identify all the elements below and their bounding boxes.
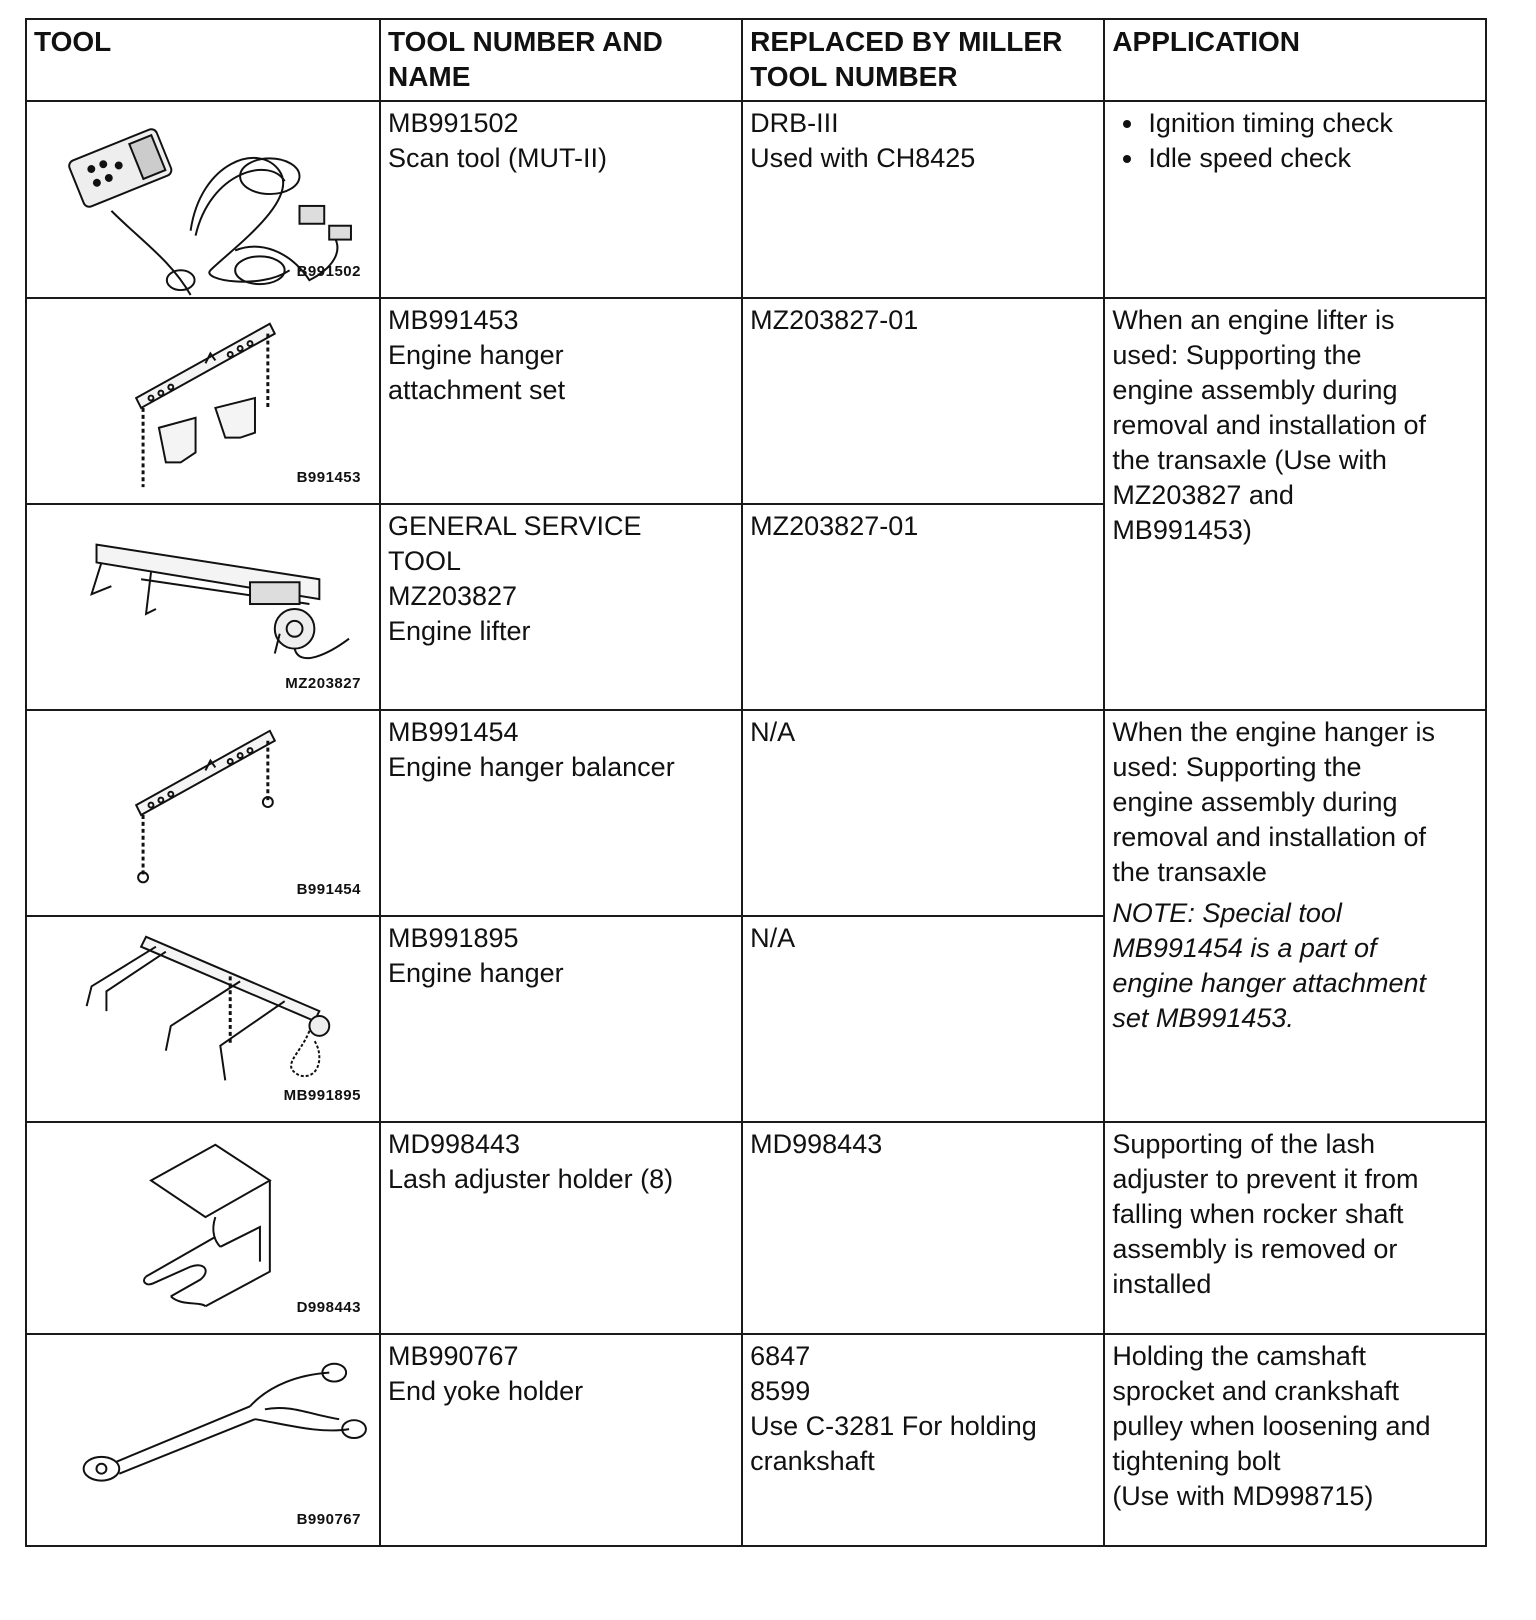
tool-name: Engine hanger [387,958,564,988]
application-cell [1104,1334,1486,1546]
replaced-by-cell [742,298,1104,504]
application-text: removal and installation of [1112,410,1426,440]
replacement-note: Use C-3281 For holding [750,1411,1037,1441]
tool-image-label: B991453 [296,469,361,486]
tool-name: attachment set [387,375,566,405]
tool-name: Lash adjuster holder (8) [387,1164,674,1194]
application-text: When the engine hanger is [1112,717,1436,747]
tool-number: MB991454 [387,717,519,747]
application-text: When an engine lifter is [1112,305,1395,335]
replacement-number: 8599 [750,1376,811,1406]
application-text: MB991453) [1112,515,1252,545]
replaced-by-cell [742,710,1104,916]
header-application: APPLICATION [1104,19,1486,101]
application-text: the transaxle (Use with [1112,445,1387,475]
tool-image-cell [26,710,380,916]
tool-name: Engine hanger [387,340,564,370]
tool-image-cell [26,504,380,710]
application-cell [1104,101,1486,298]
tool-number-name-cell [380,101,742,298]
tool-number-name-cell [380,504,742,710]
special-tools-table [25,18,1487,1547]
application-text: assembly is removed or [1112,1234,1398,1264]
header-tool-number-and-name: TOOL NUMBER AND NAME [380,19,742,101]
list-item: • Ignition timing check [1146,106,1478,141]
tool-number-name-cell [380,1334,742,1546]
application-text: installed [1112,1269,1212,1299]
replacement-number: MZ203827-01 [750,305,919,335]
replacement-number: 6847 [750,1341,811,1371]
header-replaced-by-miller: REPLACED BY MILLER TOOL NUMBER [742,19,1104,101]
application-text: the transaxle [1112,857,1267,887]
tool-number: MB991453 [387,305,519,335]
note-text: set MB991453. [1112,1003,1294,1033]
application-text: engine assembly during [1112,787,1398,817]
replacement-number: N/A [750,717,796,747]
header-tool: TOOL [26,19,380,101]
application-text: sprocket and crankshaft [1112,1376,1399,1406]
tool-number: MB991502 [387,108,519,138]
tool-number: MZ203827 [387,581,518,611]
table-row [26,101,1486,298]
header-row [26,19,1486,101]
list-item: • Idle speed check [1146,141,1478,176]
note-text: engine hanger attachment [1112,968,1427,998]
tool-number: MB991895 [387,923,519,953]
tool-category: TOOL [387,546,461,576]
tool-image-label: B991454 [296,881,361,898]
application-text: pulley when loosening and [1112,1411,1431,1441]
table-row [26,1334,1486,1546]
application-text: tightening bolt [1112,1446,1281,1476]
application-note [1112,896,1478,1036]
application-text: MZ203827 and [1112,480,1294,510]
replacement-number: DRB-III [750,108,839,138]
replacement-note: Used with CH8425 [750,143,976,173]
tool-name: Engine lifter [387,616,531,646]
application-text: engine assembly during [1112,375,1398,405]
replaced-by-cell [742,916,1104,1122]
tool-image-label: D998443 [296,1299,361,1316]
note-text: NOTE: Special tool [1112,898,1342,928]
table-row [26,710,1486,916]
replaced-by-cell [742,1122,1104,1334]
tool-name: Engine hanger balancer [387,752,675,782]
tool-number: MD998443 [387,1129,521,1159]
application-text: Holding the camshaft [1112,1341,1366,1371]
replaced-by-cell [742,1334,1104,1546]
tool-image-cell [26,1334,380,1546]
tool-name: Scan tool (MUT-II) [387,143,608,173]
application-cell [1104,710,1486,1122]
tool-image-cell [26,298,380,504]
note-text: MB991454 is a part of [1112,933,1377,963]
replaced-by-cell [742,101,1104,298]
application-text: removal and installation of [1112,822,1426,852]
tool-image-label: B990767 [296,1511,361,1528]
application-text: adjuster to prevent it from [1112,1164,1419,1194]
application-cell [1104,1122,1486,1334]
application-text: Supporting of the lash [1112,1129,1375,1159]
application-text: falling when rocker shaft [1112,1199,1404,1229]
replacement-number: N/A [750,923,796,953]
replacement-number: MD998443 [750,1129,883,1159]
tool-number: MB990767 [387,1341,519,1371]
tool-name: End yoke holder [387,1376,584,1406]
table-row [26,298,1486,504]
tool-number-name-cell [380,916,742,1122]
tool-image-label: B991502 [296,263,361,280]
tool-image-cell [26,101,380,298]
tool-category: GENERAL SERVICE [387,511,642,541]
tool-number-name-cell [380,298,742,504]
replacement-note: crankshaft [750,1446,875,1476]
tool-image-cell [26,1122,380,1334]
application-text: used: Supporting the [1112,340,1362,370]
application-text: (Use with MD998715) [1112,1481,1374,1511]
application-text: used: Supporting the [1112,752,1362,782]
replaced-by-cell [742,504,1104,710]
tool-image-label: MB991895 [283,1087,361,1104]
application-list [1112,106,1478,176]
tool-number-name-cell [380,710,742,916]
tool-image-label: MZ203827 [285,675,361,692]
tool-image-cell [26,916,380,1122]
tool-number-name-cell [380,1122,742,1334]
table-row [26,1122,1486,1334]
replacement-number: MZ203827-01 [750,511,919,541]
application-cell [1104,298,1486,710]
